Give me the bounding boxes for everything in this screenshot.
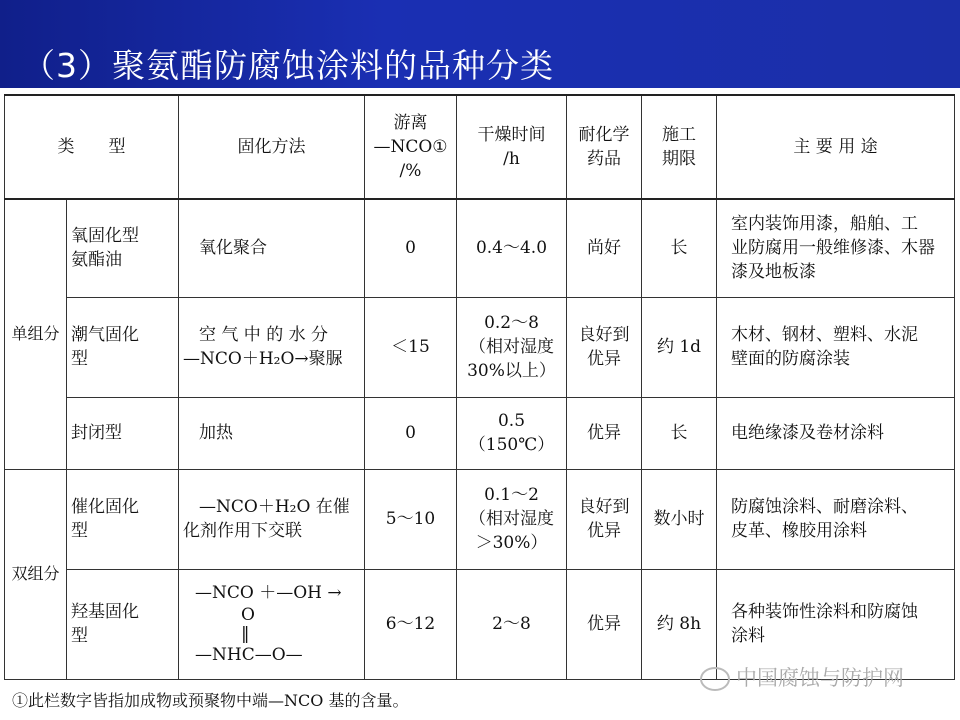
row-curing-line1: 空 气 中 的 水 分 — [199, 325, 329, 345]
row-drying — [457, 397, 567, 469]
row-type-line1: 氧固化型 — [71, 226, 139, 247]
row-chem-line2: 优异 — [587, 521, 621, 541]
header-chem-line2: 药品 — [587, 149, 621, 169]
row-chem — [567, 297, 642, 397]
title-bar — [0, 0, 960, 88]
row-chem — [567, 397, 642, 469]
header-nco-line3: /% — [399, 161, 422, 181]
row-curing-line1: 氧化聚合 — [199, 238, 267, 259]
row-nco: 6～12 — [365, 569, 457, 679]
row-period: 长 — [642, 199, 717, 297]
row-type-line1: 羟基固化 — [71, 602, 139, 622]
table-row — [5, 199, 955, 297]
table-header-row — [5, 95, 955, 199]
row-usage-line1: 室内装饰用漆，船舶、工 — [731, 214, 918, 235]
row-chem — [567, 569, 642, 679]
row-type-line1: 潮气固化 — [71, 325, 139, 345]
row-type — [67, 397, 179, 469]
row-curing-line1: 加热 — [199, 423, 233, 443]
row-chem — [567, 199, 642, 297]
header-nco-line2: —NCO① — [373, 137, 448, 157]
row-type-line1: 封闭型 — [71, 423, 122, 443]
table-row — [5, 397, 955, 469]
row-drying-line2: （相对湿度 — [469, 509, 554, 529]
watermark — [700, 662, 904, 692]
row-curing-line1: —NCO＋H₂O 在催 — [199, 497, 350, 517]
page-title: （3）聚氨酯防腐蚀涂料的品种分类 — [22, 46, 554, 85]
header-chem — [567, 95, 642, 199]
row-type — [67, 469, 179, 569]
row-period: 约 1d — [642, 297, 717, 397]
header-drying-line1: 干燥时间 — [477, 125, 546, 145]
table-row — [5, 469, 955, 569]
row-type-line2: 氨酯油 — [71, 250, 122, 271]
row-period: 长 — [642, 397, 717, 469]
row-period: 数小时 — [642, 469, 717, 569]
group-single-component: 单组分 — [5, 199, 67, 469]
row-nco: 0 — [365, 199, 457, 297]
row-drying-line2: （相对湿度 — [469, 337, 554, 357]
row-drying-line1: 0.2～8 — [484, 313, 539, 333]
classification-table — [4, 94, 955, 680]
row-chem-line1: 优异 — [587, 614, 621, 634]
header-nco-line1: 游离 — [393, 113, 428, 133]
header-chem-line1: 耐化学 — [578, 125, 630, 145]
row-curing-line2: O — [241, 605, 255, 625]
row-type — [67, 569, 179, 679]
row-curing-line3: ‖ — [241, 624, 250, 644]
row-chem-line1: 良好到 — [578, 497, 630, 517]
header-period-line1: 施工 — [662, 125, 696, 145]
row-type — [67, 297, 179, 397]
row-usage — [717, 469, 955, 569]
row-chem-line1: 优异 — [587, 423, 621, 443]
row-drying-line1: 0.5 — [497, 411, 526, 431]
row-usage — [717, 397, 955, 469]
row-drying-line1: 0.4～4.0 — [475, 238, 548, 259]
row-curing — [179, 199, 365, 297]
row-drying — [457, 297, 567, 397]
row-curing-line2: 化剂作用下交联 — [183, 521, 302, 541]
row-drying — [457, 569, 567, 679]
footnote: ①此栏数字皆指加成物或预聚物中端—NCO 基的含量。 — [12, 691, 409, 710]
table-row — [5, 297, 955, 397]
row-chem-line1: 尚好 — [587, 238, 621, 259]
row-drying — [457, 469, 567, 569]
row-chem-line2: 优异 — [587, 349, 621, 369]
row-nco: 5～10 — [365, 469, 457, 569]
row-drying-line1: 0.1～2 — [484, 485, 539, 505]
row-curing — [179, 397, 365, 469]
row-usage — [717, 199, 955, 297]
row-type-line1: 催化固化 — [71, 497, 139, 517]
row-chem — [567, 469, 642, 569]
row-usage-line1: 防腐蚀涂料、耐磨涂料、 — [731, 497, 918, 517]
row-period: 约 8h — [642, 569, 717, 679]
row-usage — [717, 297, 955, 397]
row-usage-line2: 业防腐用一般维修漆、木器 — [731, 238, 935, 259]
row-nco: 0 — [365, 397, 457, 469]
header-usage: 主 要 用 途 — [717, 95, 955, 199]
row-curing-line1: —NCO ＋—OH → — [195, 583, 342, 603]
header-type: 类 型 — [5, 95, 179, 199]
row-type-line2: 型 — [71, 521, 88, 541]
row-curing — [179, 469, 365, 569]
header-drying-line2: /h — [503, 149, 520, 169]
wechat-icon — [700, 667, 730, 691]
header-period-line2: 期限 — [662, 149, 696, 169]
header-period — [642, 95, 717, 199]
row-usage-line1: 电绝缘漆及卷材涂料 — [731, 423, 884, 443]
row-usage-line1: 各种装饰性涂料和防腐蚀 — [731, 602, 918, 622]
row-usage-line1: 木材、钢材、塑料、水泥 — [731, 325, 918, 345]
row-curing — [179, 297, 365, 397]
row-usage-line2: 涂料 — [731, 626, 765, 646]
row-drying-line2: （150℃） — [468, 435, 555, 455]
row-drying-line3: ＞30%） — [475, 533, 548, 553]
row-drying-line1: 2～8 — [492, 614, 531, 634]
row-chem-line1: 良好到 — [578, 325, 630, 345]
header-drying — [457, 95, 567, 199]
row-usage-line3: 漆及地板漆 — [731, 262, 816, 283]
row-curing-line4: —NHC—O— — [195, 645, 303, 665]
row-nco: ＜15 — [365, 297, 457, 397]
row-usage-line2: 壁面的防腐涂装 — [731, 349, 850, 369]
header-nco — [365, 95, 457, 199]
row-curing-line2: —NCO＋H₂O→聚脲 — [183, 349, 343, 369]
row-type-line2: 型 — [71, 349, 88, 369]
row-drying-line3: 30%以上） — [467, 361, 556, 381]
group-double-component: 双组分 — [5, 469, 67, 679]
row-type — [67, 199, 179, 297]
slide-body — [0, 88, 960, 720]
row-type-line2: 型 — [71, 626, 88, 646]
row-curing — [179, 569, 365, 679]
watermark-text: 中国腐蚀与防护网 — [736, 666, 904, 690]
row-usage-line2: 皮革、橡胶用涂料 — [731, 521, 867, 541]
row-drying — [457, 199, 567, 297]
header-curing: 固化方法 — [179, 95, 365, 199]
